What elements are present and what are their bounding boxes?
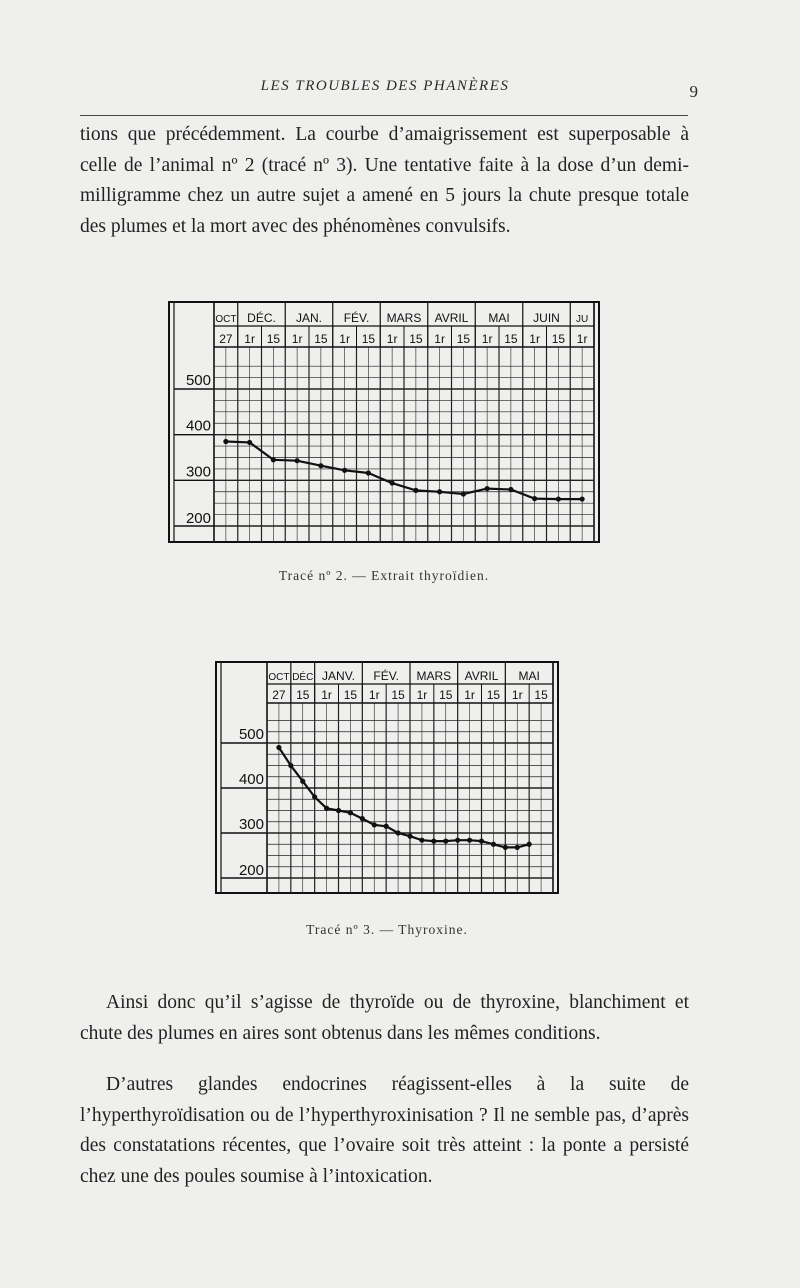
data-point [532, 496, 537, 501]
data-point [366, 470, 371, 475]
data-point [318, 463, 323, 468]
data-point [324, 806, 329, 811]
data-point [223, 439, 228, 444]
data-point [336, 808, 341, 813]
data-point [431, 839, 436, 844]
day-label: 1r [511, 688, 523, 702]
day-label: 15 [361, 332, 376, 346]
data-point [247, 440, 252, 445]
day-label: 1r [368, 688, 380, 702]
paragraph-2: Ainsi donc qu’il s’agisse de thyroïde ou de thyroxine, blanchiment et chute des plumes en aires sont obtenus dans les mêmes conditions. [80, 992, 689, 1044]
day-label: 1r [321, 688, 332, 702]
day-label: 27 [272, 688, 286, 702]
data-point [508, 487, 513, 492]
month-label: OCT [268, 672, 290, 683]
month-label: DÉC. [247, 311, 276, 325]
data-point [443, 839, 448, 844]
month-label: JU [576, 314, 589, 325]
running-head [80, 78, 698, 102]
running-title: LES TROUBLES DES PHANÈRES [260, 78, 510, 94]
data-point [300, 779, 305, 784]
data-point [419, 838, 424, 843]
data-point [395, 830, 400, 835]
day-label: 1r [529, 332, 540, 346]
month-label: JANV. [322, 669, 355, 683]
data-point [390, 480, 395, 485]
day-label: 15 [551, 332, 566, 346]
month-label: MARS [386, 311, 422, 325]
figure-1 [168, 301, 600, 548]
y-tick-label: 400 [238, 771, 264, 788]
weight-chart-1 [168, 301, 600, 543]
day-label: 15 [391, 688, 405, 702]
data-point [527, 842, 532, 847]
day-label: 15 [456, 332, 471, 346]
month-label: OCT [215, 314, 237, 325]
y-tick-label: 400 [185, 417, 211, 435]
day-label: 15 [296, 688, 310, 702]
day-label: 1r [416, 688, 428, 702]
month-label: DÉC [292, 672, 314, 683]
data-point [271, 457, 276, 462]
data-point [312, 794, 317, 799]
day-label: 1r [481, 332, 493, 346]
data-point [295, 458, 300, 463]
data-point [437, 489, 442, 494]
day-label: 15 [534, 688, 548, 702]
y-tick-label: 500 [238, 726, 264, 743]
data-point [455, 838, 460, 843]
month-label: MAI [488, 311, 510, 325]
month-label: AVRIL [464, 669, 499, 683]
day-label: 1r [291, 332, 303, 346]
data-point [384, 824, 389, 829]
month-label: JAN. [295, 311, 323, 325]
data-point [276, 745, 281, 750]
data-point [485, 486, 490, 491]
data-point [515, 845, 520, 850]
day-label: 1r [464, 688, 475, 702]
data-point [342, 468, 347, 473]
y-tick-label: 300 [238, 816, 264, 833]
day-label: 15 [409, 332, 423, 346]
day-label: 1r [434, 332, 445, 346]
data-point [461, 491, 466, 496]
data-point [479, 839, 484, 844]
y-tick-label: 300 [185, 463, 211, 481]
day-label: 1r [386, 332, 398, 346]
day-label: 15 [439, 688, 453, 702]
month-label: FÉV. [343, 311, 370, 325]
page-number: 9 [689, 82, 698, 101]
data-point [288, 763, 293, 768]
weight-chart-2 [215, 661, 559, 894]
y-tick-label: 200 [238, 862, 264, 879]
month-label: MAI [518, 669, 540, 683]
data-point [372, 822, 377, 827]
day-label: 1r [244, 332, 255, 346]
month-label: MARS [416, 669, 452, 683]
day-label: 1r [339, 332, 350, 346]
data-point [503, 845, 508, 850]
data-point [413, 488, 418, 493]
figure-2-caption: Tracé nº 3. — Thyroxine. [306, 922, 468, 937]
y-tick-label: 500 [185, 372, 211, 389]
month-label: AVRIL [434, 311, 469, 325]
data-point [491, 842, 496, 847]
data-point [556, 496, 561, 501]
month-label: JUIN [533, 311, 560, 325]
data-point [348, 810, 353, 815]
data-point [467, 838, 472, 843]
day-label: 15 [266, 332, 281, 346]
day-label: 1r [576, 332, 588, 346]
header-rule [80, 115, 688, 116]
y-tick-label: 200 [185, 510, 211, 527]
day-label: 15 [504, 332, 518, 346]
day-label: 27 [219, 332, 233, 346]
data-point [360, 816, 365, 821]
paragraph-1: tions que précédemment. La courbe d’amaigrissement est superposable à celle de l’animal nº 2 (tracé nº 3). Une tentative faite à la dose d’un demi-milligramme chez un autre sujet a amené en 5 jours la chute presque totale des plumes et la mort avec des phénomènes convulsifs. [80, 124, 689, 237]
data-point [407, 834, 412, 839]
figure-2 [215, 661, 559, 899]
day-label: 15 [486, 688, 501, 702]
paragraph-3: D’autres glandes endocrines réagissent-elles à la suite de l’hyperthyroïdisation ou de l’hyperthyroxinisation ? Il ne semble pas, d’après des constatations récentes, que l’ovaire soit très atteint : la ponte a persisté chez une des poules soumise à l’intoxication. [80, 1074, 689, 1187]
data-point [580, 496, 585, 501]
month-label: FÉV. [373, 669, 399, 683]
figure-1-caption: Tracé nº 2. — Extrait thyroïdien. [278, 568, 490, 583]
day-label: 15 [314, 332, 328, 346]
day-label: 15 [343, 688, 358, 702]
